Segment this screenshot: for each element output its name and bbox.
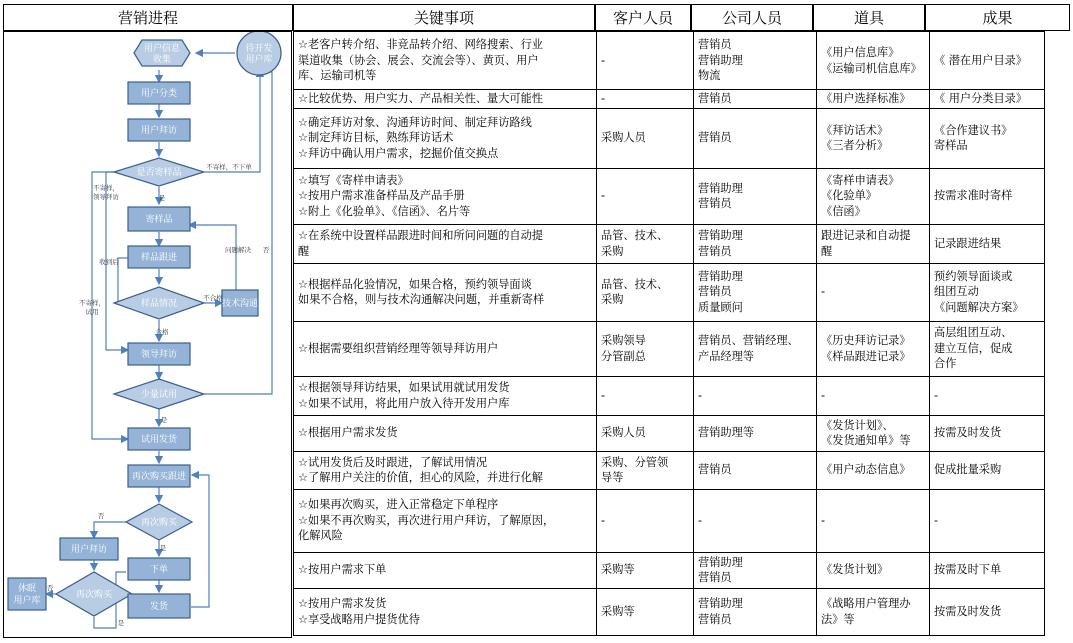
customer-staff-line: 采购 bbox=[601, 244, 624, 258]
customer-staff-cell bbox=[597, 263, 694, 321]
customer-staff-line: 品管、技术、 bbox=[601, 229, 669, 242]
result-cell bbox=[930, 263, 1045, 321]
customer-staff-line: - bbox=[601, 92, 606, 105]
label-sample-follow: 样品跟进 bbox=[140, 253, 178, 263]
key-item-line: ☆比较优势、用户实力、产品相关性、量大可能性 bbox=[298, 92, 543, 105]
label-ship: 发货 bbox=[149, 602, 169, 612]
company-staff-line: 营销员 bbox=[698, 197, 732, 210]
company-staff-cell bbox=[694, 108, 817, 168]
company-staff-cell bbox=[694, 32, 817, 90]
key-item-line: ☆拜访中确认用户需求，挖掘价值交换点 bbox=[298, 146, 499, 160]
tool-line: 跟进记录和自动提 bbox=[821, 229, 911, 242]
customer-staff-cell bbox=[597, 168, 694, 224]
company-staff-cell bbox=[694, 415, 817, 451]
customer-staff-line: - bbox=[601, 388, 606, 402]
result-line: 建立互信，促成 bbox=[934, 341, 1013, 355]
table-row bbox=[294, 588, 1045, 635]
key-item-line: ☆附上《化验单》、《信函》、名片等 bbox=[298, 204, 471, 218]
tool-cell bbox=[817, 489, 930, 552]
tool-line: 《运输司机信息库》 bbox=[821, 61, 922, 75]
company-staff-line: 营销员 bbox=[698, 463, 732, 477]
customer-staff-cell bbox=[597, 552, 694, 588]
key-item-line: 化解风险 bbox=[298, 529, 343, 543]
tool-cell bbox=[817, 321, 930, 376]
tool-line: 《历史拜访记录》 bbox=[821, 334, 911, 347]
customer-staff-cell bbox=[597, 376, 694, 415]
table-row bbox=[294, 263, 1045, 321]
key-item-line: ☆根据样品化验情况，如果合格，预约领导面谈 bbox=[298, 277, 532, 291]
company-staff-cell bbox=[694, 588, 817, 635]
edge-unqualified: 不合格 bbox=[203, 294, 223, 302]
key-item-cell bbox=[294, 108, 597, 168]
key-item-cell bbox=[294, 263, 597, 321]
company-staff-cell bbox=[694, 263, 817, 321]
tool-line: 法》等 bbox=[821, 612, 855, 626]
label-dormant-1: 休眠 bbox=[17, 584, 37, 594]
marketing-flowchart bbox=[4, 32, 293, 639]
label-pending-dev-1: 待开发 bbox=[245, 44, 273, 54]
customer-staff-cell bbox=[597, 224, 694, 263]
key-item-line: ☆老客户转介绍、非竞品转介绍、网络搜索、行业 bbox=[298, 38, 543, 52]
customer-staff-line: 采购 bbox=[601, 293, 624, 306]
customer-staff-line: 导等 bbox=[601, 471, 624, 484]
edge-no-1: 否 bbox=[262, 246, 270, 254]
table-row bbox=[294, 321, 1045, 376]
edge-not-send-not-order: 不寄样，不下单 bbox=[206, 163, 252, 171]
key-item-cell bbox=[294, 321, 597, 376]
tool-cell bbox=[817, 168, 930, 224]
key-item-cell bbox=[294, 588, 597, 635]
tool-cell bbox=[817, 588, 930, 635]
result-line: 按需及时下单 bbox=[934, 563, 1002, 577]
tool-line: 《拜访话术》 bbox=[821, 123, 889, 137]
customer-staff-line: - bbox=[601, 53, 606, 67]
customer-staff-line: 采购人员 bbox=[601, 426, 646, 440]
company-staff-cell bbox=[694, 90, 817, 109]
customer-staff-line: 采购、分管领 bbox=[601, 455, 669, 469]
label-leader-visit: 领导拜访 bbox=[140, 350, 178, 360]
result-cell bbox=[930, 108, 1045, 168]
tool-cell bbox=[817, 224, 930, 263]
key-item-line: ☆确定拜访对象、沟通拜访时间、制定拜访路线 bbox=[298, 115, 532, 129]
tool-line: 《用户信息库》 bbox=[821, 46, 900, 59]
result-line: - bbox=[934, 388, 939, 402]
company-staff-line: - bbox=[698, 513, 703, 527]
flowchart-panel bbox=[3, 31, 292, 638]
label-repurchase-q1: 再次购买 bbox=[140, 518, 178, 528]
customer-staff-line: 采购人员 bbox=[601, 131, 646, 145]
edge-yes-4: 是 bbox=[117, 619, 125, 627]
table-row bbox=[294, 376, 1045, 415]
edge-qualified: 合格 bbox=[155, 328, 169, 336]
company-staff-line: 物流 bbox=[698, 69, 721, 83]
company-staff-cell bbox=[694, 376, 817, 415]
edge-no-2: 否 bbox=[97, 512, 105, 520]
tool-line: 《战略用户管理办 bbox=[821, 597, 911, 610]
label-trial-q: 少量试用 bbox=[140, 390, 178, 400]
company-staff-line: 营销员 bbox=[698, 92, 732, 105]
customer-staff-cell bbox=[597, 489, 694, 552]
company-staff-line: 营销助理等 bbox=[698, 426, 754, 440]
key-item-line: ☆享受战略用户提货优待 bbox=[298, 612, 420, 626]
company-staff-line: 营销员 bbox=[698, 131, 732, 145]
tool-cell bbox=[817, 32, 930, 90]
label-dormant-2: 用户库 bbox=[13, 596, 41, 606]
key-item-line: ☆根据用户需求发货 bbox=[298, 426, 398, 440]
result-cell bbox=[930, 451, 1045, 489]
key-item-cell bbox=[294, 552, 597, 588]
key-item-cell bbox=[294, 168, 597, 224]
tool-line: - bbox=[821, 388, 826, 402]
company-staff-line: 营销助理 bbox=[698, 53, 743, 67]
label-user-info-2: 收集 bbox=[152, 55, 172, 65]
company-staff-cell bbox=[694, 321, 817, 376]
tool-line: 《化验单》 bbox=[821, 189, 877, 203]
company-staff-line: 营销助理 bbox=[698, 181, 743, 195]
key-item-line: 如果不合格，则与技术沟通解决问题，并重新寄样 bbox=[298, 293, 545, 306]
result-cell bbox=[930, 376, 1045, 415]
customer-staff-cell bbox=[597, 588, 694, 635]
key-item-line: ☆了解用户关注的价值，担心的风险，并进行化解 bbox=[298, 471, 543, 484]
table-row bbox=[294, 224, 1045, 263]
key-item-line: 醒 bbox=[298, 244, 310, 258]
label-user-info-1: 用户信息 bbox=[143, 44, 181, 54]
customer-staff-line: 采购等 bbox=[601, 604, 635, 618]
result-line: 组团互动 bbox=[934, 285, 979, 299]
customer-staff-line: 品管、技术、 bbox=[601, 277, 669, 291]
company-staff-cell bbox=[694, 224, 817, 263]
company-staff-line: 产品经理等 bbox=[698, 349, 754, 363]
result-cell bbox=[930, 224, 1045, 263]
company-staff-cell bbox=[694, 552, 817, 588]
label-order: 下单 bbox=[149, 565, 169, 575]
result-line: 《合作建议书》 bbox=[934, 123, 1013, 137]
edge-no-send-trial-1: 不寄样， bbox=[79, 299, 105, 307]
company-staff-line: 营销助理 bbox=[698, 555, 743, 569]
edge-yes-3: 是 bbox=[159, 544, 167, 552]
table-row bbox=[294, 451, 1045, 489]
tool-line: 醒 bbox=[821, 244, 833, 258]
key-item-line: ☆如果不试用，将此用户放入待开发用户库 bbox=[298, 396, 510, 410]
header-process: 营销进程 bbox=[3, 4, 293, 31]
key-item-line: ☆根据领导拜访结果，如果试用就试用发货 bbox=[298, 381, 510, 394]
customer-staff-cell bbox=[597, 90, 694, 109]
company-staff-cell bbox=[694, 168, 817, 224]
label-visit: 用户拜访 bbox=[140, 126, 178, 136]
tool-line: 《寄样申请表》 bbox=[821, 173, 900, 187]
result-line: - bbox=[934, 513, 939, 527]
table-row bbox=[294, 552, 1045, 588]
edge-not-send-leader-2: 领导拜访 bbox=[93, 193, 119, 201]
customer-staff-line: 采购等 bbox=[601, 563, 635, 577]
company-staff-line: 营销助理 bbox=[698, 269, 743, 283]
result-cell bbox=[930, 489, 1045, 552]
key-item-cell bbox=[294, 489, 597, 552]
company-staff-line: 营销助理 bbox=[698, 597, 743, 610]
company-staff-line: 营销员 bbox=[698, 612, 732, 626]
company-staff-line: - bbox=[698, 388, 703, 402]
result-line: 《 用户分类目录》 bbox=[934, 92, 1028, 105]
key-item-line: ☆填写《寄样申请表》 bbox=[298, 173, 409, 187]
company-staff-line: 营销员 bbox=[698, 38, 732, 52]
customer-staff-line: 采购领导 bbox=[601, 334, 646, 347]
key-item-line: ☆根据需要组织营销经理等领导拜访用户 bbox=[298, 341, 499, 355]
customer-staff-line: - bbox=[601, 513, 606, 527]
result-cell bbox=[930, 588, 1045, 635]
label-trial-ship: 试用发货 bbox=[140, 435, 178, 445]
tool-cell bbox=[817, 376, 930, 415]
tool-cell bbox=[817, 108, 930, 168]
edge-yes-1: 是 bbox=[158, 194, 166, 202]
tool-line: 《样品跟进记录》 bbox=[821, 349, 911, 363]
tool-line: 《信函》 bbox=[821, 204, 866, 218]
header-tools: 道具 bbox=[813, 4, 925, 31]
result-line: 促成批量采购 bbox=[934, 463, 1002, 477]
company-staff-line: 质量顾问 bbox=[698, 300, 743, 314]
result-cell bbox=[930, 90, 1045, 109]
result-line: 《 潜在用户目录》 bbox=[934, 53, 1028, 67]
key-item-line: ☆如果不再次购买，再次进行用户拜访，了解原因， bbox=[298, 513, 555, 527]
tool-line: - bbox=[821, 285, 826, 299]
header-company: 公司人员 bbox=[691, 4, 813, 31]
tool-cell bbox=[817, 90, 930, 109]
edge-not-send-leader-1: 不寄样， bbox=[93, 184, 119, 192]
company-staff-cell bbox=[694, 451, 817, 489]
tool-line: 《用户动态信息》 bbox=[821, 463, 911, 477]
result-cell bbox=[930, 552, 1045, 588]
result-line: 记录跟进结果 bbox=[934, 236, 1002, 250]
key-item-line: ☆试用发货后及时跟进，了解试用情况 bbox=[298, 455, 488, 469]
tool-line: 《发货计划》、 bbox=[821, 418, 894, 432]
customer-staff-cell bbox=[597, 321, 694, 376]
tool-line: 《发货计划》 bbox=[821, 563, 889, 577]
edge-yes-2: 是 bbox=[160, 416, 168, 424]
label-tech-comm: 技术沟通 bbox=[221, 299, 259, 309]
key-item-line: ☆按用户需求发货 bbox=[298, 597, 387, 610]
result-line: 预约领导面谈或 bbox=[934, 269, 1013, 283]
table-row bbox=[294, 489, 1045, 552]
company-staff-line: 营销员 bbox=[698, 244, 732, 258]
result-cell bbox=[930, 32, 1045, 90]
edge-no-3: 否 bbox=[46, 584, 54, 592]
key-item-line: 渠道收集（协会、展会、交流会等）、黄页、用户 bbox=[298, 53, 539, 67]
table-row bbox=[294, 415, 1045, 451]
label-classify: 用户分类 bbox=[140, 89, 178, 99]
key-item-line: ☆按用户需求准备样品及产品手册 bbox=[298, 189, 465, 203]
key-item-cell bbox=[294, 376, 597, 415]
company-staff-line: 营销员 bbox=[698, 571, 732, 584]
key-item-cell bbox=[294, 224, 597, 263]
key-items-table bbox=[293, 31, 1045, 636]
tool-line: - bbox=[821, 513, 826, 527]
label-repurchase-q2: 再次购买 bbox=[75, 590, 113, 600]
header-result: 成果 bbox=[925, 4, 1070, 31]
tool-cell bbox=[817, 451, 930, 489]
key-item-line: ☆在系统中设置样品跟进时间和所问问题的自动提 bbox=[298, 229, 543, 242]
key-item-line: 库、运输司机等 bbox=[298, 69, 377, 83]
label-send-sample-q: 是否寄样品 bbox=[136, 168, 182, 178]
customer-staff-cell bbox=[597, 108, 694, 168]
edge-received: 收到后 bbox=[99, 258, 119, 266]
tool-cell bbox=[817, 552, 930, 588]
edge-no-send-trial-2: 试用 bbox=[85, 308, 99, 316]
label-send-sample: 寄样品 bbox=[145, 215, 173, 225]
tool-line: 《发货通知单》等 bbox=[821, 434, 911, 447]
company-staff-line: 营销助理 bbox=[698, 229, 743, 242]
key-item-cell bbox=[294, 451, 597, 489]
company-staff-cell bbox=[694, 489, 817, 552]
result-line: 按需及时发货 bbox=[934, 604, 1002, 618]
company-staff-line: 营销员 bbox=[698, 285, 732, 299]
customer-staff-line: - bbox=[601, 189, 606, 203]
key-item-line: ☆按用户需求下单 bbox=[298, 563, 387, 577]
tool-line: 《三者分析》 bbox=[821, 139, 889, 152]
result-line: 高层组团互动、 bbox=[934, 326, 1013, 340]
result-line: 按需求准时寄样 bbox=[934, 189, 1013, 203]
company-staff-line: 营销员、营销经理、 bbox=[698, 334, 799, 347]
customer-staff-cell bbox=[597, 451, 694, 489]
label-pending-dev-2: 用户库 bbox=[245, 55, 273, 65]
result-line: 合作 bbox=[934, 357, 957, 371]
key-item-cell bbox=[294, 32, 597, 90]
key-item-line: ☆如果再次购买，进入正常稳定下单程序 bbox=[298, 498, 499, 512]
result-cell bbox=[930, 168, 1045, 224]
result-line: 《问题解决方案》 bbox=[934, 300, 1024, 314]
key-item-line: ☆制定拜访目标，熟练拜访话术 bbox=[298, 131, 454, 145]
edge-problem-solved: 问题解决 bbox=[225, 246, 251, 254]
table-row bbox=[294, 32, 1045, 90]
table-row bbox=[294, 168, 1045, 224]
header-key-items: 关键事项 bbox=[293, 4, 595, 31]
tool-line: 《用户选择标准》 bbox=[821, 92, 911, 105]
tool-cell bbox=[817, 415, 930, 451]
customer-staff-cell bbox=[597, 415, 694, 451]
result-line: 寄样品 bbox=[934, 139, 968, 152]
label-repurchase-follow: 再次购买跟进 bbox=[131, 472, 187, 482]
header-customer: 客户人员 bbox=[595, 4, 691, 31]
key-item-cell bbox=[294, 415, 597, 451]
result-line: 按需及时发货 bbox=[934, 426, 1002, 440]
customer-staff-line: 分管副总 bbox=[601, 349, 646, 363]
label-sample-status: 样品情况 bbox=[140, 299, 178, 309]
table-row bbox=[294, 90, 1045, 109]
tool-cell bbox=[817, 263, 930, 321]
result-cell bbox=[930, 415, 1045, 451]
table-row bbox=[294, 108, 1045, 168]
result-cell bbox=[930, 321, 1045, 376]
key-item-cell bbox=[294, 90, 597, 109]
label-user-visit-2: 用户拜访 bbox=[70, 545, 108, 555]
customer-staff-cell bbox=[597, 32, 694, 90]
